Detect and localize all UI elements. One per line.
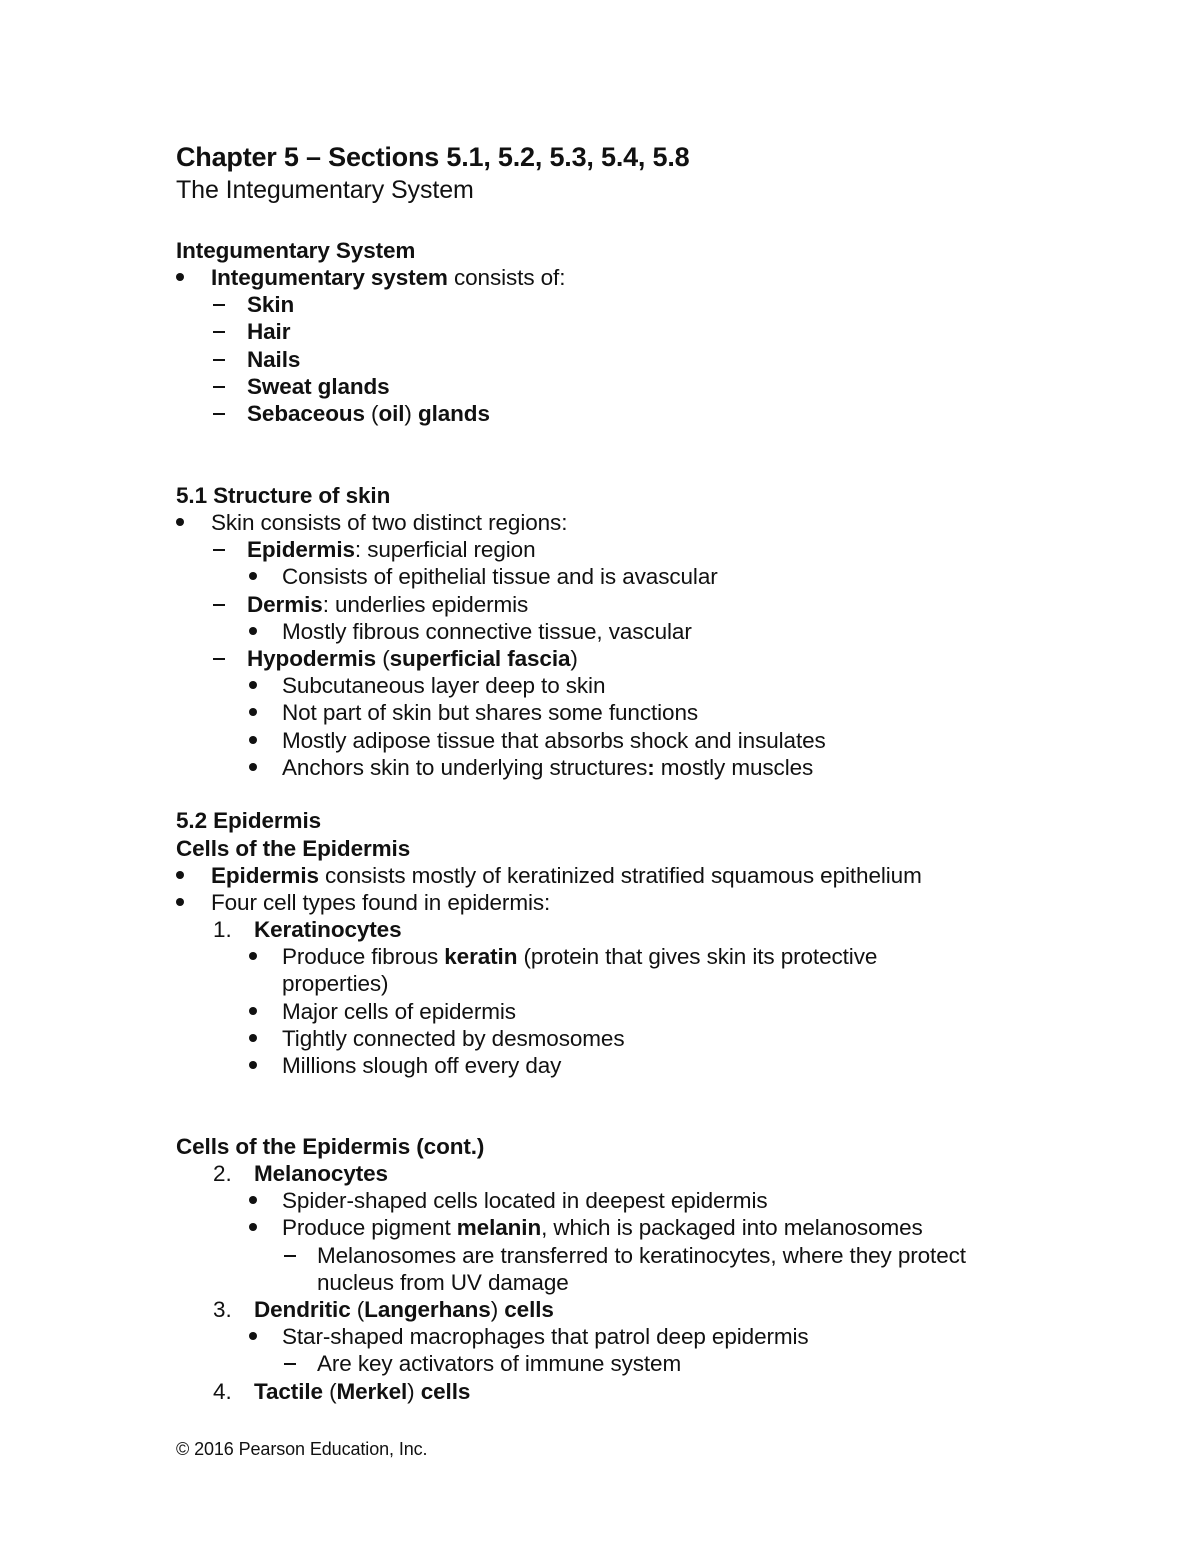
- bullet-marker: [176, 518, 184, 526]
- list-number: 3.: [213, 1297, 232, 1322]
- bullet-marker: [249, 1007, 257, 1015]
- list-number: 1.: [213, 917, 232, 942]
- dash-marker: [284, 1363, 296, 1365]
- dash-marker: [213, 413, 225, 415]
- section-subheading: Cells of the Epidermis (cont.): [176, 1134, 485, 1159]
- bullet-marker: [249, 1061, 257, 1069]
- list-item: Tactile (Merkel) cells: [254, 1379, 471, 1404]
- list-item: Sweat glands: [247, 374, 390, 399]
- bullet-marker: [249, 952, 257, 960]
- list-item: Melanocytes: [254, 1161, 388, 1186]
- list-item: Hair: [247, 319, 291, 344]
- list-item: Not part of skin but shares some functions: [282, 700, 699, 725]
- list-item: Epidermis: superficial region: [247, 537, 536, 562]
- list-item: Consists of epithelial tissue and is avascular: [282, 564, 718, 589]
- page-subtitle: The Integumentary System: [176, 176, 474, 204]
- list-item: Dendritic (Langerhans) cells: [254, 1297, 554, 1322]
- list-item-continuation: nucleus from UV damage: [317, 1270, 569, 1295]
- bullet-marker: [249, 1196, 257, 1204]
- bullet-marker: [249, 1223, 257, 1231]
- dash-marker: [213, 658, 225, 660]
- list-item: Nails: [247, 347, 301, 372]
- list-item: Dermis: underlies epidermis: [247, 592, 529, 617]
- bullet-marker: [249, 627, 257, 635]
- dash-marker: [213, 359, 225, 361]
- list-item: Anchors skin to underlying structures: mostly muscles: [282, 755, 814, 780]
- list-item: Tightly connected by desmosomes: [282, 1026, 625, 1051]
- list-item: Are key activators of immune system: [317, 1351, 682, 1376]
- list-item: Sebaceous (oil) glands: [247, 401, 490, 426]
- bullet-marker: [176, 898, 184, 906]
- list-item-continuation: properties): [282, 971, 389, 996]
- list-item: Spider-shaped cells located in deepest epidermis: [282, 1188, 768, 1213]
- dash-marker: [213, 386, 225, 388]
- list-item: Four cell types found in epidermis:: [211, 890, 551, 915]
- list-item: Major cells of epidermis: [282, 999, 516, 1024]
- section-heading: 5.1 Structure of skin: [176, 483, 391, 508]
- list-item: Mostly fibrous connective tissue, vascular: [282, 619, 692, 644]
- list-item: Skin consists of two distinct regions:: [211, 510, 568, 535]
- list-item: Melanosomes are transferred to keratinocytes, where they protect: [317, 1243, 966, 1268]
- copyright-footer: © 2016 Pearson Education, Inc.: [176, 1439, 428, 1459]
- bullet-marker: [249, 763, 257, 771]
- bullet-marker: [249, 681, 257, 689]
- dash-marker: [284, 1255, 296, 1257]
- bullet-marker: [249, 572, 257, 580]
- dash-marker: [213, 604, 225, 606]
- dash-marker: [213, 549, 225, 551]
- list-item: Produce fibrous keratin (protein that gives skin its protective: [282, 944, 878, 969]
- list-item: Epidermis consists mostly of keratinized stratified squamous epithelium: [211, 863, 922, 888]
- list-item: Star-shaped macrophages that patrol deep epidermis: [282, 1324, 809, 1349]
- list-item: Millions slough off every day: [282, 1053, 562, 1078]
- bullet-marker: [249, 708, 257, 716]
- list-number: 4.: [213, 1379, 232, 1404]
- section-heading: Integumentary System: [176, 238, 416, 263]
- dash-marker: [213, 304, 225, 306]
- list-number: 2.: [213, 1161, 232, 1186]
- bullet-marker: [249, 736, 257, 744]
- section-heading: 5.2 Epidermis: [176, 808, 322, 833]
- page-title: Chapter 5 – Sections 5.1, 5.2, 5.3, 5.4, 5.8: [176, 142, 690, 172]
- bullet-marker: [176, 871, 184, 879]
- list-item: Keratinocytes: [254, 917, 402, 942]
- list-item: Skin: [247, 292, 295, 317]
- list-item: Integumentary system consists of:: [211, 265, 566, 290]
- list-item: Subcutaneous layer deep to skin: [282, 673, 606, 698]
- bullet-marker: [176, 273, 184, 281]
- list-item: Produce pigment melanin, which is packaged into melanosomes: [282, 1215, 923, 1240]
- bullet-marker: [249, 1034, 257, 1042]
- dash-marker: [213, 331, 225, 333]
- list-item: Mostly adipose tissue that absorbs shock and insulates: [282, 728, 826, 753]
- bullet-marker: [249, 1332, 257, 1340]
- list-item: Hypodermis (superficial fascia): [247, 646, 578, 671]
- section-subheading: Cells of the Epidermis: [176, 836, 411, 861]
